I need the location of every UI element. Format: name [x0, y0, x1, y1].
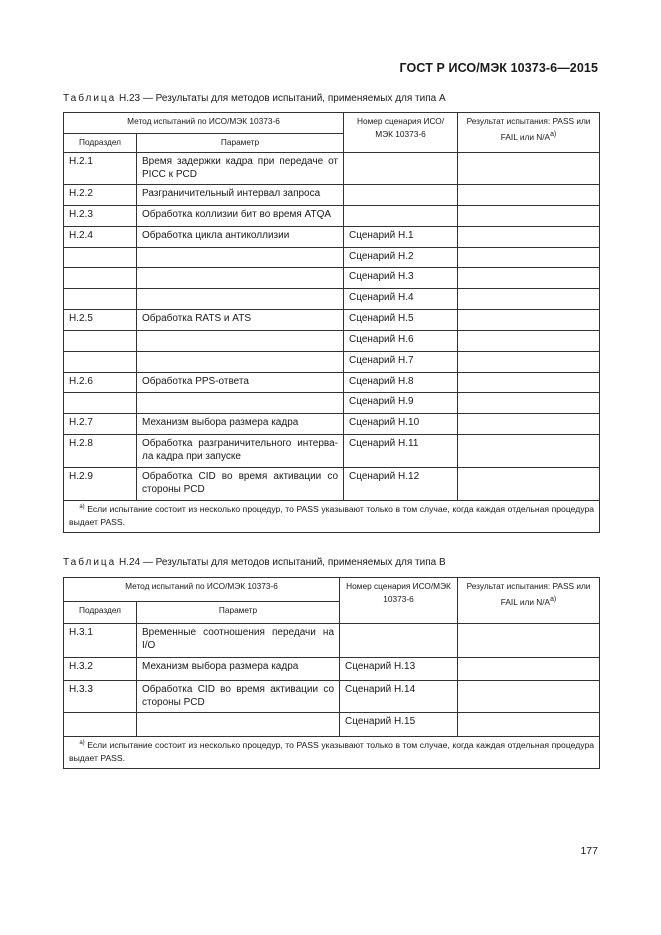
result-header-text: Результат испытания: PASS или FAIL или N/A: [466, 116, 591, 142]
result-cell: [458, 393, 600, 414]
result-cell: [458, 351, 600, 372]
scenario-cell: Сценарий Н.13: [340, 658, 458, 681]
table-row: [64, 414, 600, 435]
subsection-cell: [64, 268, 137, 289]
parameter-cell: [137, 713, 340, 737]
result-cell: [458, 185, 600, 206]
subsection-cell: Н.3.1: [64, 624, 137, 658]
parameter-cell: Обработка коллизии бит во время ATQA: [137, 205, 344, 226]
footnote-mark: а): [79, 504, 85, 511]
scenario-cell: Сценарий Н.15: [340, 713, 458, 737]
result-header: [458, 113, 600, 153]
table-caption: [63, 557, 446, 568]
scenario-cell: [344, 185, 458, 206]
result-cell: [458, 414, 600, 435]
result-cell: [458, 247, 600, 268]
table-row: [64, 153, 600, 185]
table-row: [64, 658, 600, 681]
scenario-cell: Сценарий Н.3: [344, 268, 458, 289]
scenario-cell: [340, 624, 458, 658]
result-header-text: Результат испытания: PASS или FAIL или N/A: [466, 581, 591, 607]
table-row: [64, 226, 600, 247]
result-cell: [458, 468, 600, 501]
result-cell: [458, 713, 600, 737]
scenario-cell: Сценарий Н.8: [344, 372, 458, 393]
subsection-header: Подраздел: [64, 602, 137, 624]
parameter-header: Параметр: [137, 134, 344, 153]
parameter-cell: Временные соотношения передачи на I/O: [137, 624, 340, 658]
footnote: [64, 501, 600, 533]
result-cell: [458, 624, 600, 658]
subsection-cell: [64, 393, 137, 414]
subsection-header: Подраздел: [64, 134, 137, 153]
parameter-cell: Механизм выбора размера кадра: [137, 658, 340, 681]
scenario-cell: Сценарий Н.5: [344, 310, 458, 331]
result-cell: [458, 372, 600, 393]
subsection-cell: Н.2.3: [64, 205, 137, 226]
parameter-cell: Обработка разграничительного интерва-ла кадра при запуске: [137, 435, 344, 468]
table-row: [64, 393, 600, 414]
parameter-cell: Обработка PPS-ответа: [137, 372, 344, 393]
table-row: [64, 713, 600, 737]
result-cell: [458, 330, 600, 351]
parameter-cell: Обработка CID во время активации со стороны PCD: [137, 468, 344, 501]
result-cell: [458, 289, 600, 310]
table-row: [64, 624, 600, 658]
table-row: [64, 310, 600, 331]
table-caption-prefix: Таблица: [63, 557, 117, 568]
parameter-cell: Обработка RATS и ATS: [137, 310, 344, 331]
page-number: 177: [580, 845, 598, 857]
result-cell: [458, 153, 600, 185]
document-header: ГОСТ Р ИСО/МЭК 10373-6—2015: [399, 61, 598, 75]
scenario-cell: Сценарий Н.2: [344, 247, 458, 268]
table-caption-prefix: Таблица: [63, 93, 117, 104]
table-row: [64, 351, 600, 372]
scenario-cell: Сценарий Н.14: [340, 681, 458, 713]
table-row: [64, 205, 600, 226]
method-header: Метод испытаний по ИСО/МЭК 10373-6: [64, 578, 340, 602]
result-cell: [458, 226, 600, 247]
method-header: Метод испытаний по ИСО/МЭК 10373-6: [64, 113, 344, 134]
scenario-cell: Сценарий Н.10: [344, 414, 458, 435]
subsection-cell: Н.2.5: [64, 310, 137, 331]
scenario-cell: Сценарий Н.4: [344, 289, 458, 310]
table-row: [64, 268, 600, 289]
subsection-cell: Н.3.2: [64, 658, 137, 681]
parameter-cell: Время задержки кадра при передаче от PICC к PCD: [137, 153, 344, 185]
parameter-cell: [137, 247, 344, 268]
scenario-cell: [344, 205, 458, 226]
result-header: [458, 578, 600, 624]
scenario-cell: Сценарий Н.7: [344, 351, 458, 372]
subsection-cell: Н.2.7: [64, 414, 137, 435]
scenario-cell: Сценарий Н.12: [344, 468, 458, 501]
result-cell: [458, 310, 600, 331]
results-table-type-b: [63, 577, 600, 769]
subsection-cell: [64, 330, 137, 351]
subsection-cell: Н.2.4: [64, 226, 137, 247]
result-cell: [458, 205, 600, 226]
scenario-header: Номер сценария ИСО/МЭК 10373-6: [340, 578, 458, 624]
subsection-cell: Н.3.3: [64, 681, 137, 713]
footnote-text: Если испытание состоит из несколько процедур, то PASS указывают только в том случае, когда каждая отдельная процедура выдает PASS.: [69, 740, 595, 763]
subsection-cell: [64, 289, 137, 310]
result-cell: [458, 435, 600, 468]
table-row: [64, 435, 600, 468]
parameter-cell: Разграничительный интервал запроса: [137, 185, 344, 206]
subsection-cell: Н.2.6: [64, 372, 137, 393]
table-row: [64, 247, 600, 268]
table-row: [64, 681, 600, 713]
table-caption-text: Н.24 — Результаты для методов испытаний, применяемых для типа В: [116, 557, 446, 568]
subsection-cell: [64, 247, 137, 268]
subsection-cell: Н.2.2: [64, 185, 137, 206]
parameter-cell: [137, 351, 344, 372]
footnote-mark: а): [79, 740, 85, 747]
scenario-cell: Сценарий Н.1: [344, 226, 458, 247]
subsection-cell: [64, 351, 137, 372]
parameter-cell: Обработка CID во время активации со стороны PCD: [137, 681, 340, 713]
footnote-row: [64, 501, 600, 533]
table-row: [64, 468, 600, 501]
result-cell: [458, 658, 600, 681]
footnote: [64, 737, 600, 769]
footnote-text: Если испытание состоит из несколько процедур, то PASS указывают только в том случае, когда каждая отдельная процедура выдает PASS.: [69, 504, 595, 528]
scenario-cell: Сценарий Н.6: [344, 330, 458, 351]
subsection-cell: Н.2.8: [64, 435, 137, 468]
subsection-cell: Н.2.1: [64, 153, 137, 185]
parameter-cell: [137, 289, 344, 310]
scenario-cell: Сценарий Н.11: [344, 435, 458, 468]
results-table-type-a: [63, 112, 600, 533]
parameter-cell: [137, 393, 344, 414]
table-row: [64, 372, 600, 393]
result-header-footnote-mark: a): [550, 596, 557, 603]
table-row: [64, 185, 600, 206]
subsection-cell: [64, 713, 137, 737]
scenario-cell: Сценарий Н.9: [344, 393, 458, 414]
parameter-cell: [137, 330, 344, 351]
table-caption: [63, 93, 446, 104]
subsection-cell: Н.2.9: [64, 468, 137, 501]
scenario-cell: [344, 153, 458, 185]
result-cell: [458, 681, 600, 713]
table-row: [64, 289, 600, 310]
table-caption-text: Н.23 — Результаты для методов испытаний, применяемых для типа А: [116, 93, 446, 104]
scenario-header: Номер сценария ИСО/МЭК 10373-6: [344, 113, 458, 153]
parameter-cell: Обработка цикла антиколлизии: [137, 226, 344, 247]
parameter-cell: Механизм выбора размера кадра: [137, 414, 344, 435]
table-row: [64, 330, 600, 351]
result-header-footnote-mark: a): [550, 131, 557, 138]
result-cell: [458, 268, 600, 289]
footnote-row: [64, 737, 600, 769]
parameter-header: Параметр: [137, 602, 340, 624]
parameter-cell: [137, 268, 344, 289]
